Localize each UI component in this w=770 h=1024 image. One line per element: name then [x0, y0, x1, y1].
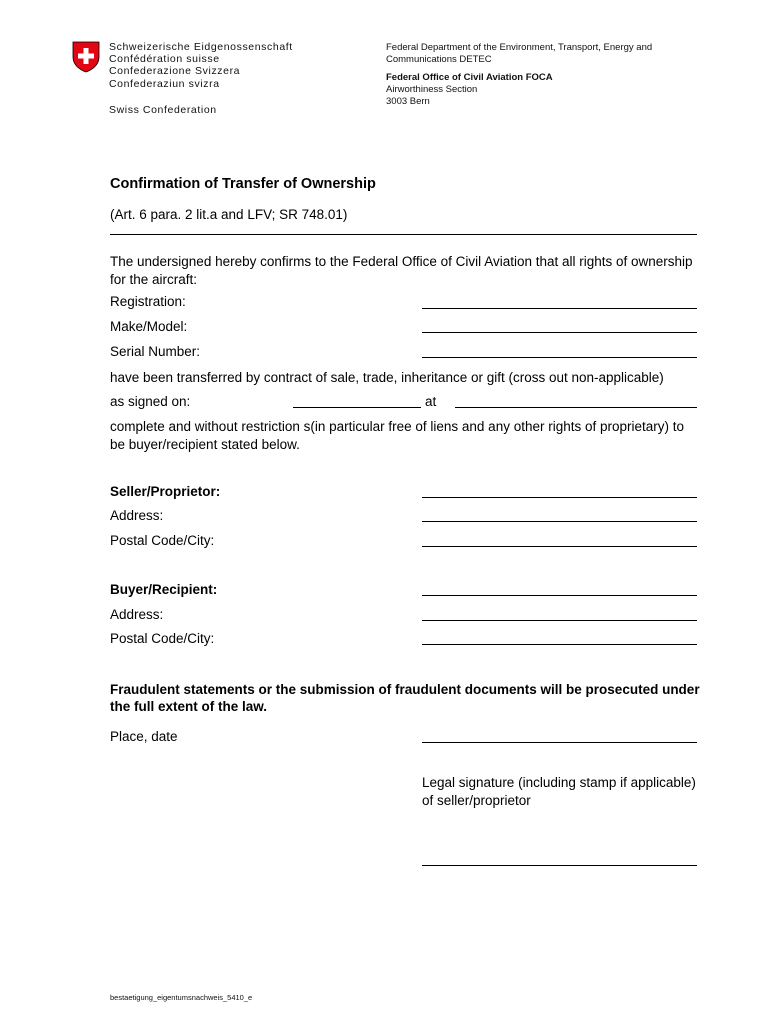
confederation-it: Confederazione Svizzera: [109, 65, 241, 78]
transferred-text: have been transferred by contract of sale, trade, inheritance or gift (cross out non-applicable): [110, 370, 664, 385]
confederation-rm: Confederaziun svizra: [109, 77, 220, 90]
document-title: Confirmation of Transfer of Ownership: [110, 176, 376, 192]
place-date-label: Place, date: [110, 729, 178, 744]
office-name: Federal Office of Civil Aviation FOCA: [386, 71, 553, 83]
signed-on-date-field[interactable]: [293, 407, 421, 408]
signature-label: Legal signature (including stamp if applicable) of seller/proprietor: [422, 775, 696, 808]
buyer-heading: Buyer/Recipient:: [110, 582, 218, 597]
place-date-field[interactable]: [422, 742, 697, 743]
section-name: Airworthiness Section: [386, 83, 478, 95]
serial-number-field[interactable]: [422, 357, 697, 358]
registration-field[interactable]: [422, 308, 697, 309]
document-subtitle: (Art. 6 para. 2 lit.a and LFV; SR 748.01): [110, 207, 348, 222]
buyer-address-label: Address:: [110, 607, 164, 622]
seller-address-field[interactable]: [422, 521, 697, 522]
complete-paragraph: complete and without restriction s(in particular free of liens and any other rights of proprietary) to be buyer/recipient stated below.: [110, 419, 685, 452]
seller-postal-label: Postal Code/City:: [110, 533, 215, 548]
buyer-name-field[interactable]: [422, 595, 697, 596]
confederation-en: Swiss Confederation: [109, 104, 217, 116]
at-label: at: [425, 394, 437, 409]
swiss-crest-icon: [72, 41, 100, 73]
signed-at-place-field[interactable]: [455, 407, 697, 408]
buyer-postal-field[interactable]: [422, 644, 697, 645]
signature-field[interactable]: [422, 865, 697, 866]
confederation-fr: Confédération suisse: [109, 53, 220, 66]
department-line-1: Federal Department of the Environment, Transport, Energy and: [386, 42, 653, 53]
seller-address-label: Address:: [110, 508, 164, 523]
confederation-de: Schweizerische Eidgenossenschaft: [109, 41, 293, 53]
seller-name-field[interactable]: [422, 497, 697, 498]
department-block: [386, 42, 652, 108]
department-line-2: Communications DETEC: [386, 54, 492, 66]
document-footer: bestaetigung_eigentumsnachweis_5410_e: [110, 993, 253, 1002]
registration-label: Registration:: [110, 294, 186, 309]
seller-postal-field[interactable]: [422, 546, 697, 547]
buyer-address-field[interactable]: [422, 620, 697, 621]
buyer-postal-label: Postal Code/City:: [110, 631, 215, 646]
office-city: 3003 Bern: [386, 96, 430, 108]
seller-heading: Seller/Proprietor:: [110, 484, 221, 499]
intro-paragraph: The undersigned hereby confirms to the Federal Office of Civil Aviation that all rights of ownership for the aircraft:: [110, 254, 693, 287]
serial-number-label: Serial Number:: [110, 344, 201, 359]
signed-on-label: as signed on:: [110, 394, 191, 409]
confederation-names: [109, 41, 293, 90]
title-divider: [110, 234, 697, 235]
make-model-field[interactable]: [422, 332, 697, 333]
make-model-label: Make/Model:: [110, 319, 188, 334]
fraud-warning: Fraudulent statements or the submission of fraudulent documents will be prosecuted under the full extent of the law.: [110, 682, 700, 714]
